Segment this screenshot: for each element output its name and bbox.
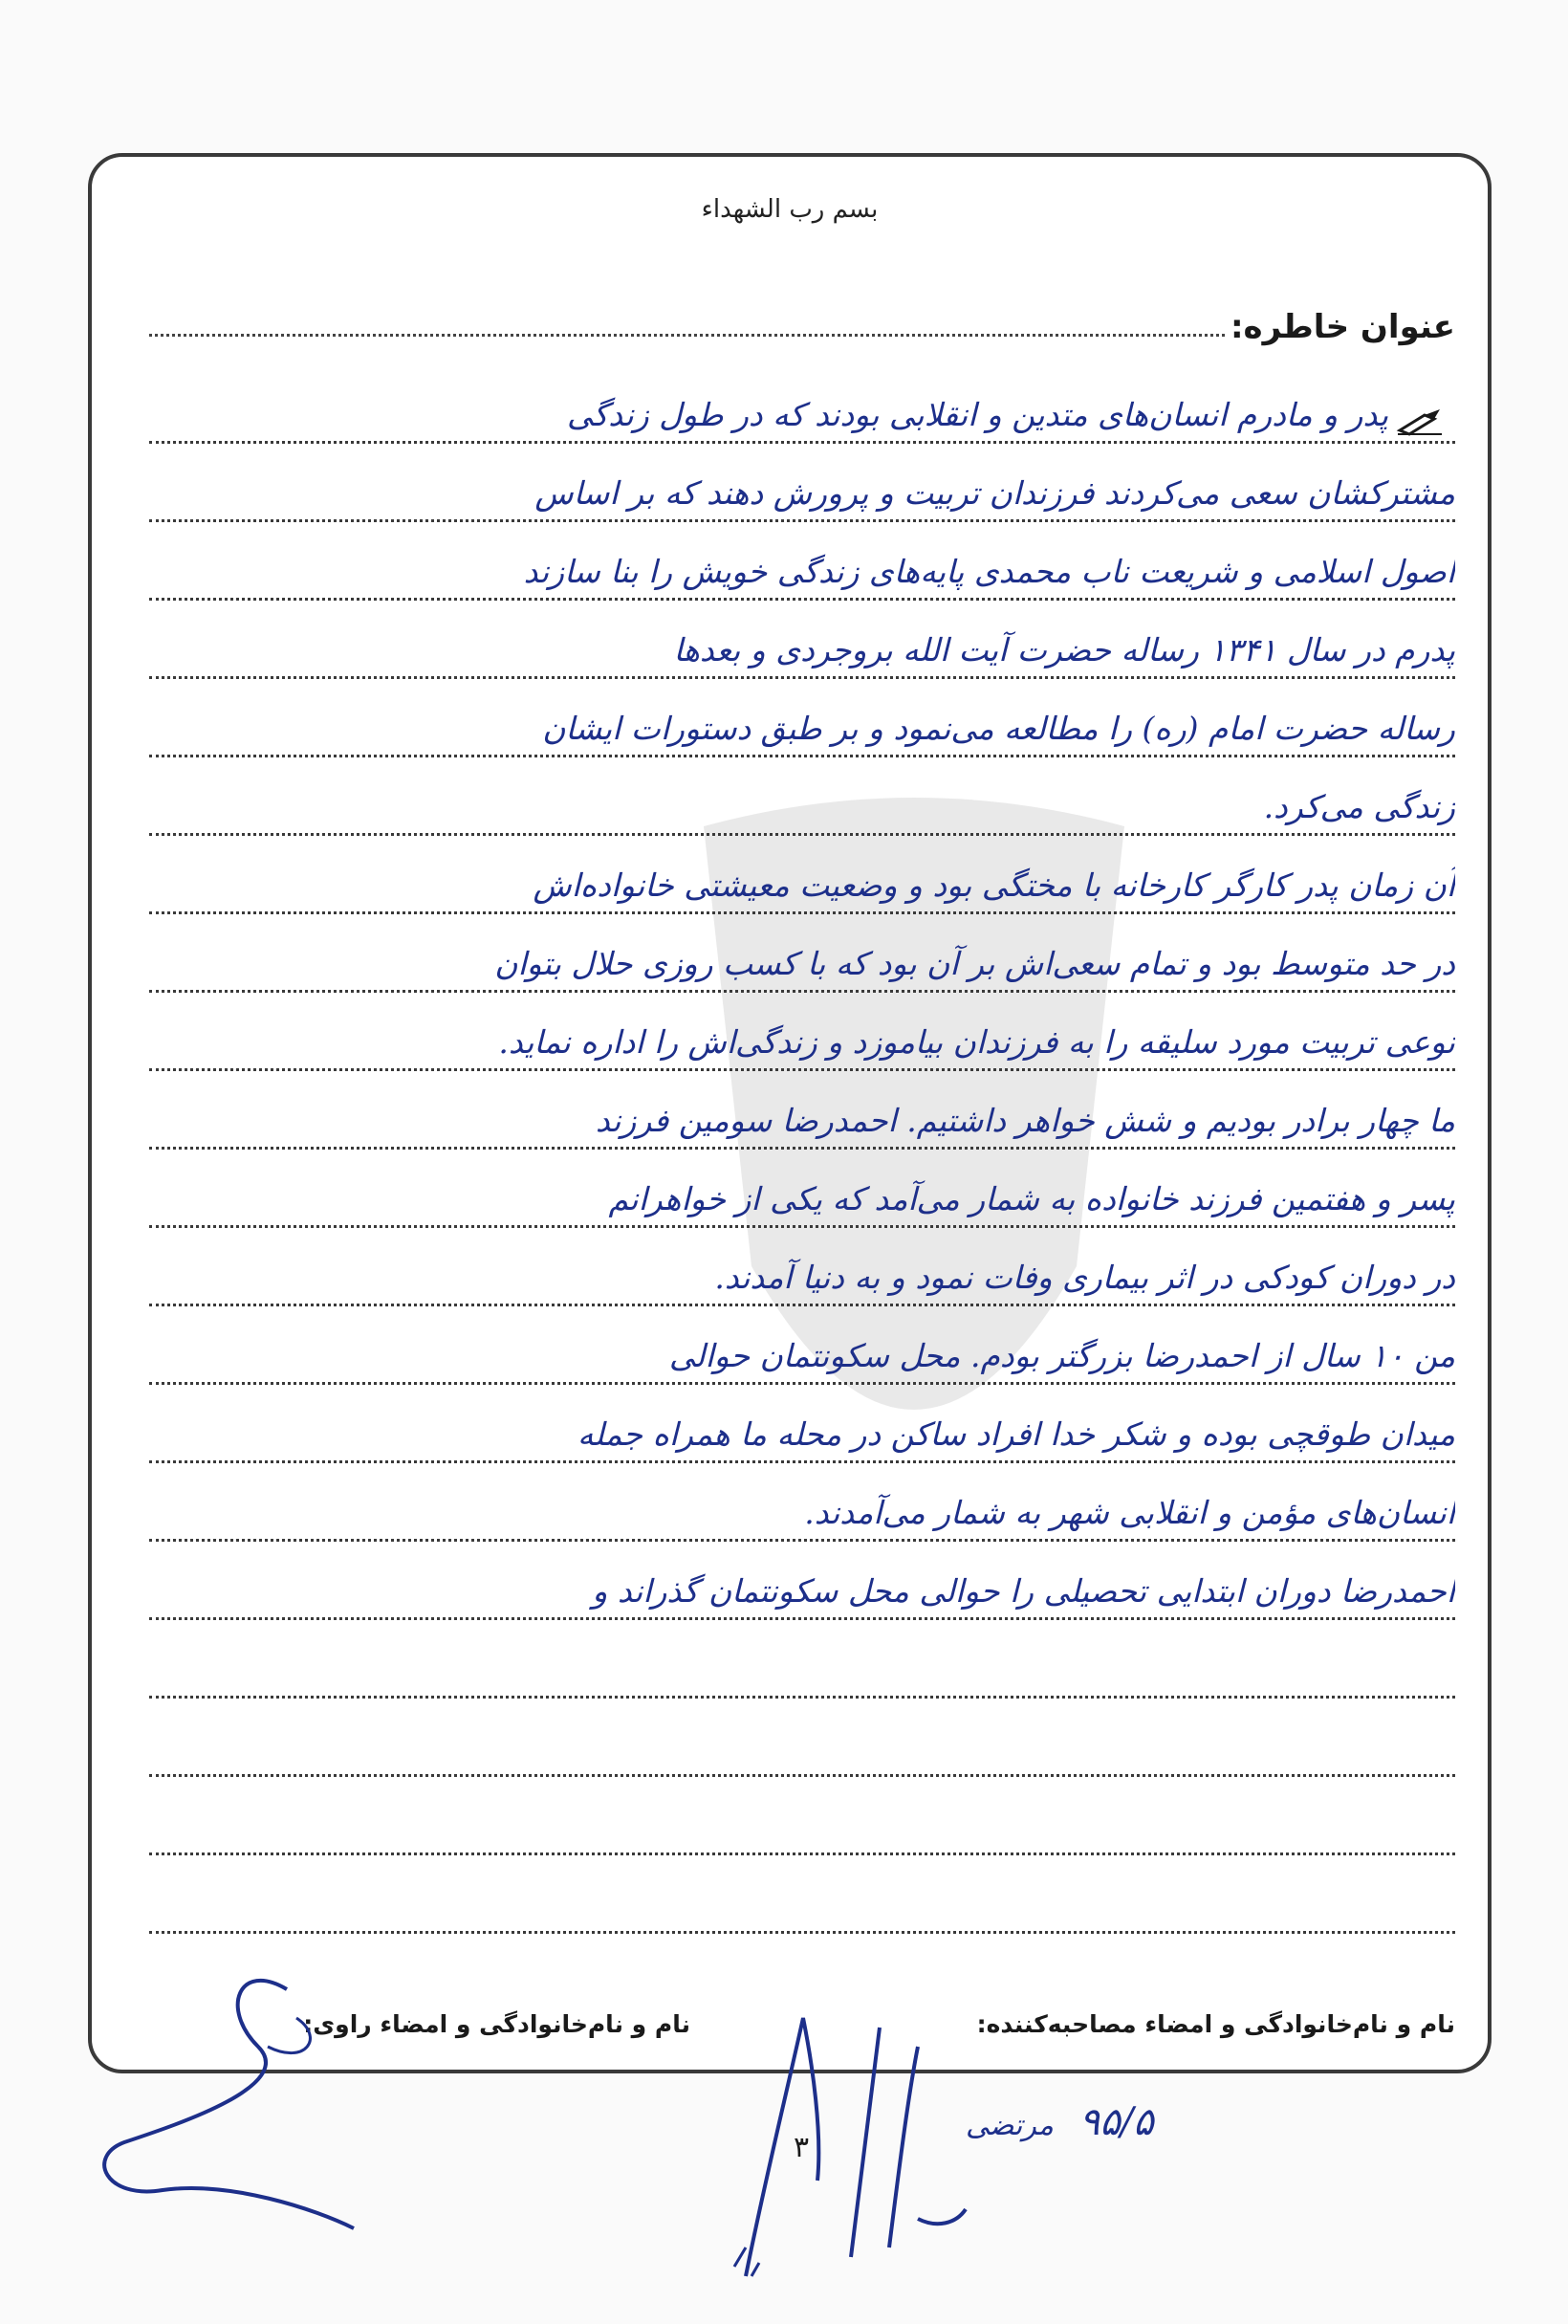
writing-line [149, 857, 1455, 914]
title-label: عنوان خاطره: [1230, 308, 1455, 346]
handwritten-text: پدرم در سال ۱۳۴۱ رساله حضرت آیت الله بروجردی و بعدها [673, 631, 1455, 669]
writing-line [149, 386, 1455, 444]
writing-line [149, 1327, 1455, 1385]
interviewer-signature [727, 1989, 975, 2295]
writing-line [149, 622, 1455, 679]
handwritten-text: میدان طوقچی بوده و شکر خدا افراد ساکن در محله ما همراه جمله [577, 1415, 1455, 1453]
writing-line [149, 778, 1455, 836]
writing-line [149, 465, 1455, 522]
handwritten-text: من ۱۰ سال از احمدرضا بزرگتر بودم. محل سکونتمان حوالی [668, 1337, 1455, 1374]
memoir-form-sheet [88, 153, 1492, 2073]
handwritten-text: انسان‌های مؤمن و انقلابی شهر به شمار می‌آمدند. [804, 1494, 1455, 1531]
handwritten-date [966, 2100, 1154, 2144]
margin-note: مرتضی [966, 2109, 1054, 2142]
handwritten-text: در حد متوسط بود و تمام سعی‌اش بر آن بود که با کسب روزی حلال بتوان [494, 945, 1455, 982]
writing-line [149, 700, 1455, 757]
writing-line [149, 1798, 1455, 1855]
writing-line [149, 1484, 1455, 1542]
narrator-signature-label: نام و نام‌خانوادگی و امضاء راوی: [303, 2010, 690, 2038]
handwritten-text: زندگی می‌کرد. [1263, 788, 1455, 825]
handwritten-lines [149, 157, 1455, 2070]
interviewer-signature-label: نام و نام‌خانوادگی و امضاء مصاحبه‌کننده: [976, 2010, 1455, 2038]
handwritten-text: نوعی تربیت مورد سلیقه را به فرزندان بیاموزد و زندگی‌اش را اداره نماید. [498, 1023, 1455, 1061]
form-header: بسم رب الشهداء [701, 195, 879, 224]
narrator-signature [67, 1951, 373, 2238]
writing-line [149, 935, 1455, 993]
writing-line [149, 1014, 1455, 1071]
writing-line [149, 1249, 1455, 1306]
handwritten-text: اصول اسلامی و شریعت ناب محمدی پایه‌های زندگی خویش را بنا سازند [523, 553, 1455, 590]
writing-line [149, 1406, 1455, 1463]
writing-line [149, 1641, 1455, 1699]
writing-line [149, 1876, 1455, 1934]
handwritten-text: رساله حضرت امام (ره) را مطالعه می‌نمود و بر طبق دستورات ایشان [542, 710, 1455, 747]
date-text: ۹۵/۵ [1078, 2100, 1154, 2144]
handwritten-text: آن زمان پدر کارگر کارخانه با مختگی بود و وضعیت معیشتی خانواده‌اش [533, 866, 1455, 904]
handwritten-text: احمدرضا دوران ابتدایی تحصیلی را حوالی محل سکونتمان گذراند و [592, 1572, 1455, 1610]
handwritten-text: ما چهار برادر بودیم و شش خواهر داشتیم. احمدرضا سومین فرزند [595, 1102, 1455, 1139]
handwritten-text: پسر و هفتمین فرزند خانواده به شمار می‌آمد که یکی از خواهرانم [608, 1180, 1455, 1217]
writing-line [149, 1720, 1455, 1777]
page-number: ۳ [794, 2131, 810, 2164]
writing-line [149, 1171, 1455, 1228]
writing-line [149, 1092, 1455, 1150]
handwritten-text: پدر و مادرم انسان‌های متدین و انقلابی بودند که در طول زندگی [567, 396, 1388, 433]
handwritten-text: در دوران کودکی در اثر بیماری وفات نمود و به دنیا آمدند. [714, 1259, 1455, 1296]
handwritten-text: مشترکشان سعی می‌کردند فرزندان تربیت و پرورش دهند که بر اساس [534, 474, 1455, 512]
writing-line [149, 543, 1455, 601]
writing-line [149, 1563, 1455, 1620]
